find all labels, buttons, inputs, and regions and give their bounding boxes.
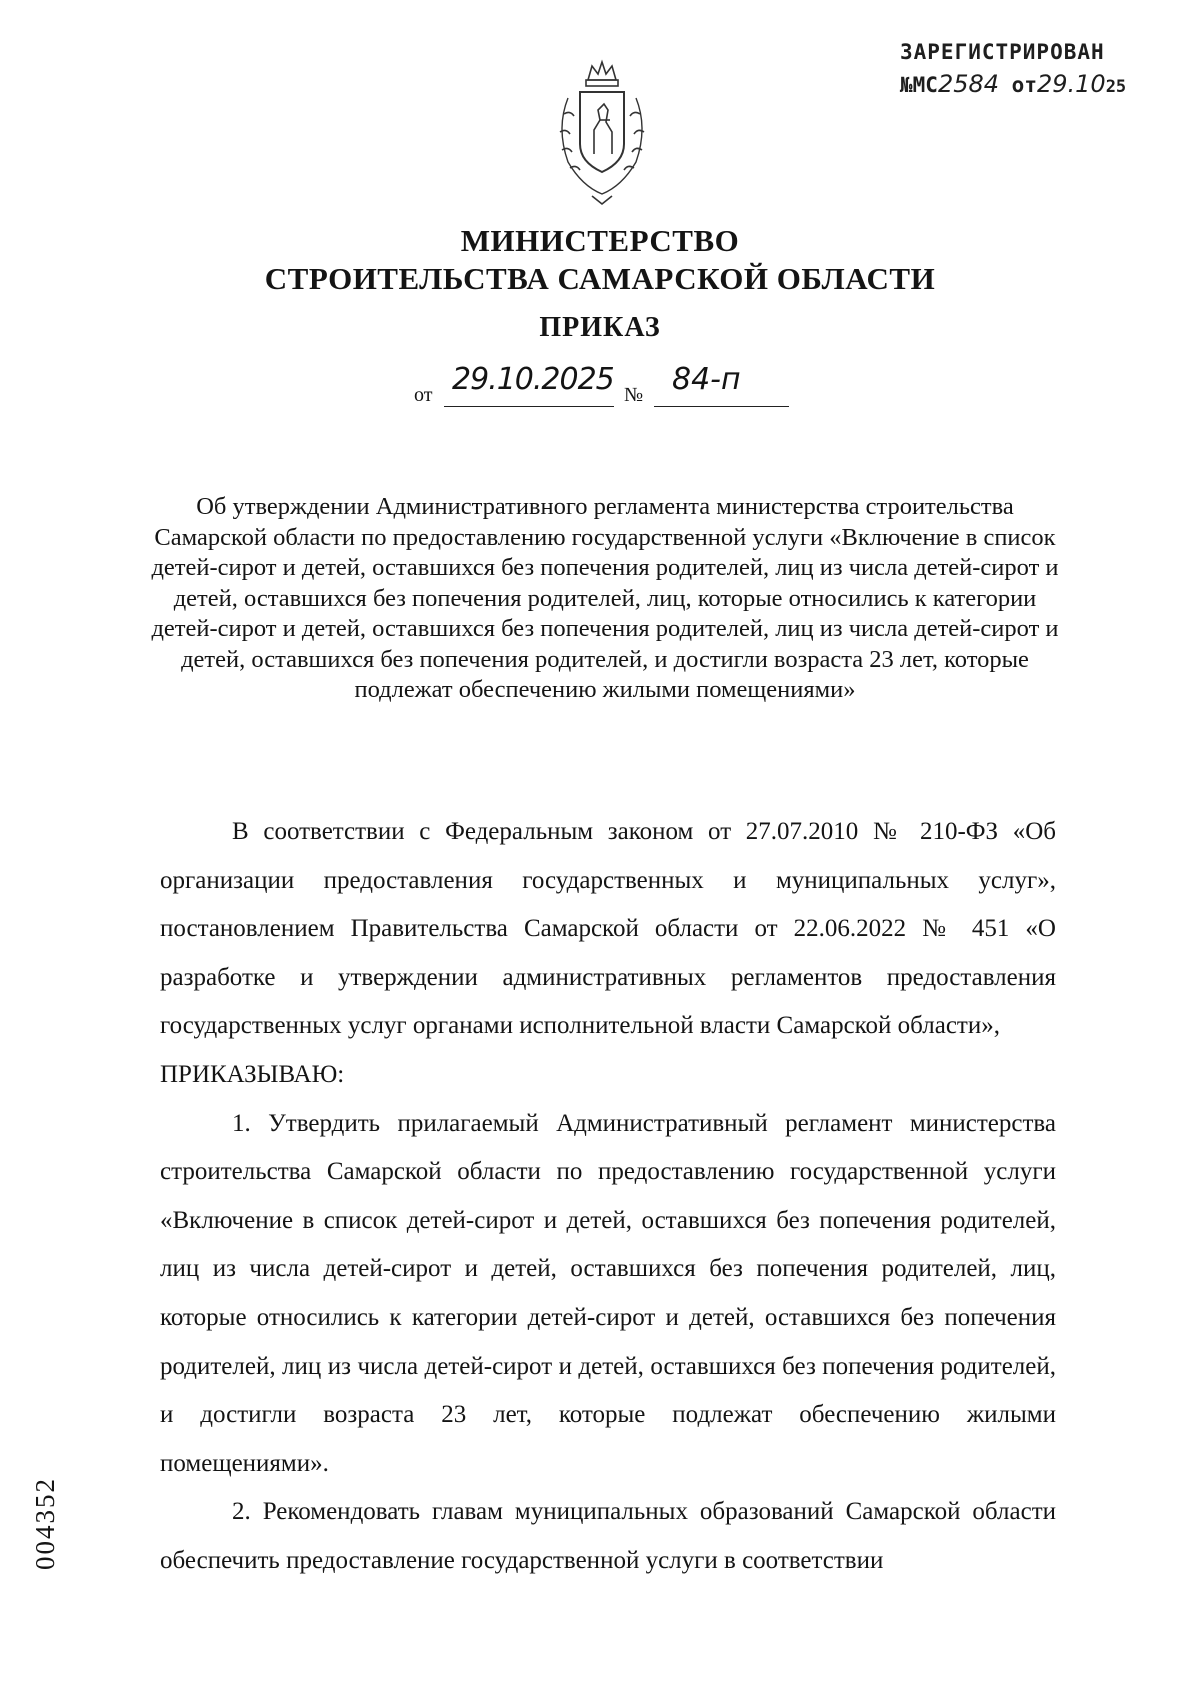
ministry-name bbox=[150, 222, 1050, 298]
preamble-paragraph: В соответствии с Федеральным законом от 27.07.2010 № 210-ФЗ «Об организации предоставления государственных и муниципальных услуг», постановлением Правительства Самарской области от 22.06.2022 № 451 «О разработке и утверждении административных регламентов предоставления государственных услуг органами исполнительной власти Самарской области», bbox=[160, 818, 1056, 1040]
order-word: ПРИКАЗЫВАЮ: bbox=[160, 1060, 345, 1088]
stamp-title: ЗАРЕГИСТРИРОВАН bbox=[900, 40, 1105, 64]
order-title: ПРИКАЗ bbox=[539, 312, 661, 343]
ministry-line-2: СТРОИТЕЛЬСТВА САМАРСКОЙ ОБЛАСТИ bbox=[264, 261, 936, 296]
stamp-reg-number: 2584 bbox=[937, 70, 1000, 98]
stamp-from-label: от bbox=[1011, 73, 1037, 97]
stamp-year-suffix: 25 bbox=[1105, 77, 1127, 97]
item-2-paragraph: 2. Рекомендовать главам муниципальных образований Самарской области обеспечить предоставление государственной услуги в соответствии bbox=[160, 1498, 1056, 1574]
item-1-paragraph: 1. Утвердить прилагаемый Административный регламент министерства строительства Самарской области по предоставлению государственной услуги «Включение в список детей-сирот и детей, оставшихся без попечения родителей, лиц из числа детей-сирот и детей, оставшихся без попечения родителей, лиц, которые относились к категории детей-сирот и детей, оставшихся без попечения родителей, лиц из числа детей-сирот и детей, оставшихся без попечения родителей, и достигли возраста 23 лет, которые подлежат обеспечению жилыми помещениями». bbox=[160, 1109, 1056, 1477]
order-subject: Об утверждении Административного регламента министерства строительства Самарской области по предоставлению государственной услуги «Включение в список детей-сирот и детей, оставшихся без попечения родителей, лиц из числа детей-сирот и детей, оставшихся без попечения родителей, лиц, которые относились к категории детей-сирот и детей, оставшихся без попечения родителей, лиц из числа детей-сирот и детей, оставшихся без попечения родителей, и достигли возраста 23 лет, которые подлежат обеспечению жилыми помещениями» bbox=[151, 493, 1059, 703]
stamp-registration-line bbox=[900, 70, 1160, 98]
order-from-label: от bbox=[414, 384, 433, 406]
order-number-label: № bbox=[624, 384, 644, 406]
stamp-reg-date: 29.10 bbox=[1036, 70, 1106, 98]
coat-of-arms-emblem bbox=[548, 58, 656, 208]
number-underline bbox=[654, 406, 789, 407]
ministry-line-1: МИНИСТЕРСТВО bbox=[460, 223, 740, 258]
side-serial-number: 004352 bbox=[30, 1477, 60, 1570]
date-underline bbox=[444, 406, 614, 407]
order-date: 29.10.2025 bbox=[452, 362, 614, 397]
order-body bbox=[160, 808, 1056, 1586]
order-number: 84-п bbox=[672, 362, 741, 397]
registration-stamp bbox=[900, 40, 1160, 98]
stamp-prefix: №МС bbox=[900, 73, 938, 97]
order-meta bbox=[414, 362, 814, 412]
